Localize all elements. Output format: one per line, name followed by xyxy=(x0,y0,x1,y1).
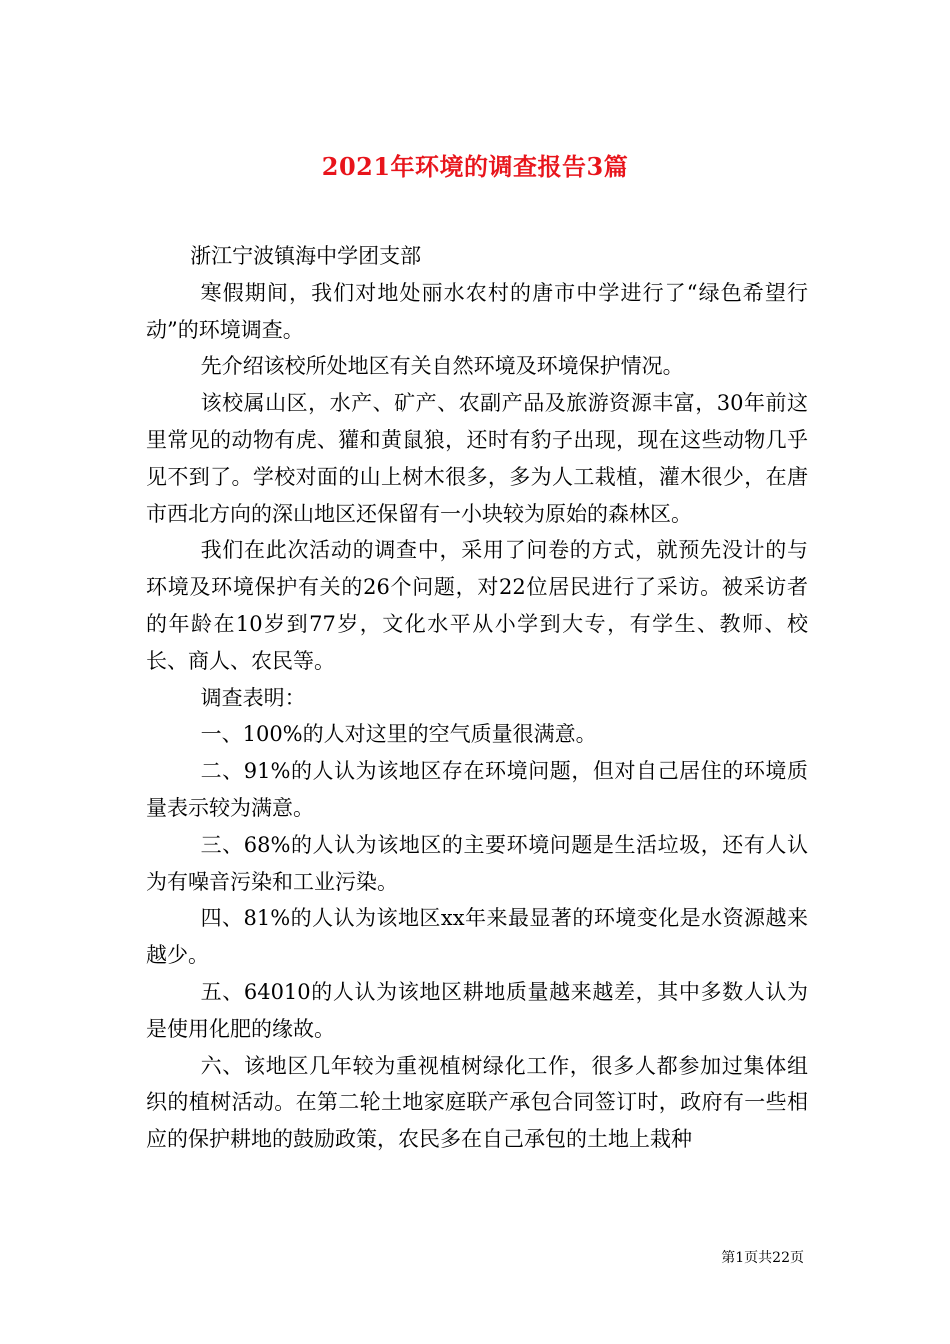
document-title: 2021年环境的调查报告3篇 xyxy=(321,152,629,182)
paragraph: 该校属山区，水产、矿产、农副产品及旅游资源丰富，30年前这里常见的动物有虎、獾和黄鼠狼，还时有豹子出现，现在这些动物几乎见不到了。学校对面的山上树木很多，多为人工栽植，灌木很少，在唐市西北方向的深山地区还保留有一小块较为原始的森林区。 xyxy=(146,391,808,526)
paragraph: 三、68%的人认为该地区的主要环境问题是生活垃圾，还有人认为有噪音污染和工业污染。 xyxy=(146,832,808,894)
paragraph-organization: 浙江宁波镇海中学团支部 xyxy=(190,244,422,268)
page-number-footer: 第1页共22页 xyxy=(721,1250,804,1266)
document-body xyxy=(146,238,808,1158)
paragraph: 我们在此次活动的调查中，采用了问卷的方式，就预先没计的与环境及环境保护有关的26个问题，对22位居民进行了采访。被采访者的年龄在10岁到77岁，文化水平从小学到大专，有学生、教师、校长、商人、农民等。 xyxy=(146,538,808,673)
paragraph: 六、该地区几年较为重视植树绿化工作，很多人都参加过集体组织的植树活动。在第二轮土地家庭联产承包合同签订时，政府有一些相应的保护耕地的鼓励政策，农民多在自己承包的土地上栽种 xyxy=(146,1053,808,1152)
paragraph: 五、64010的人认为该地区耕地质量越来越差，其中多数人认为是使用化肥的缘故。 xyxy=(146,979,808,1041)
paragraph: 先介绍该校所处地区有关自然环境及环境保护情况。 xyxy=(200,354,684,379)
paragraph: 调查表明： xyxy=(200,685,306,710)
paragraph: 二、91%的人认为该地区存在环境问题，但对自己居住的环境质量表示较为满意。 xyxy=(146,759,808,820)
paragraph: 一、100%的人对这里的空气质量很满意。 xyxy=(200,722,597,747)
paragraph: 寒假期间，我们对地处丽水农村的唐市中学进行了“绿色希望行动”的环境调查。 xyxy=(146,280,808,342)
paragraph: 四、81%的人认为该地区xx年来最显著的环境变化是水资源越来越少。 xyxy=(146,906,808,968)
